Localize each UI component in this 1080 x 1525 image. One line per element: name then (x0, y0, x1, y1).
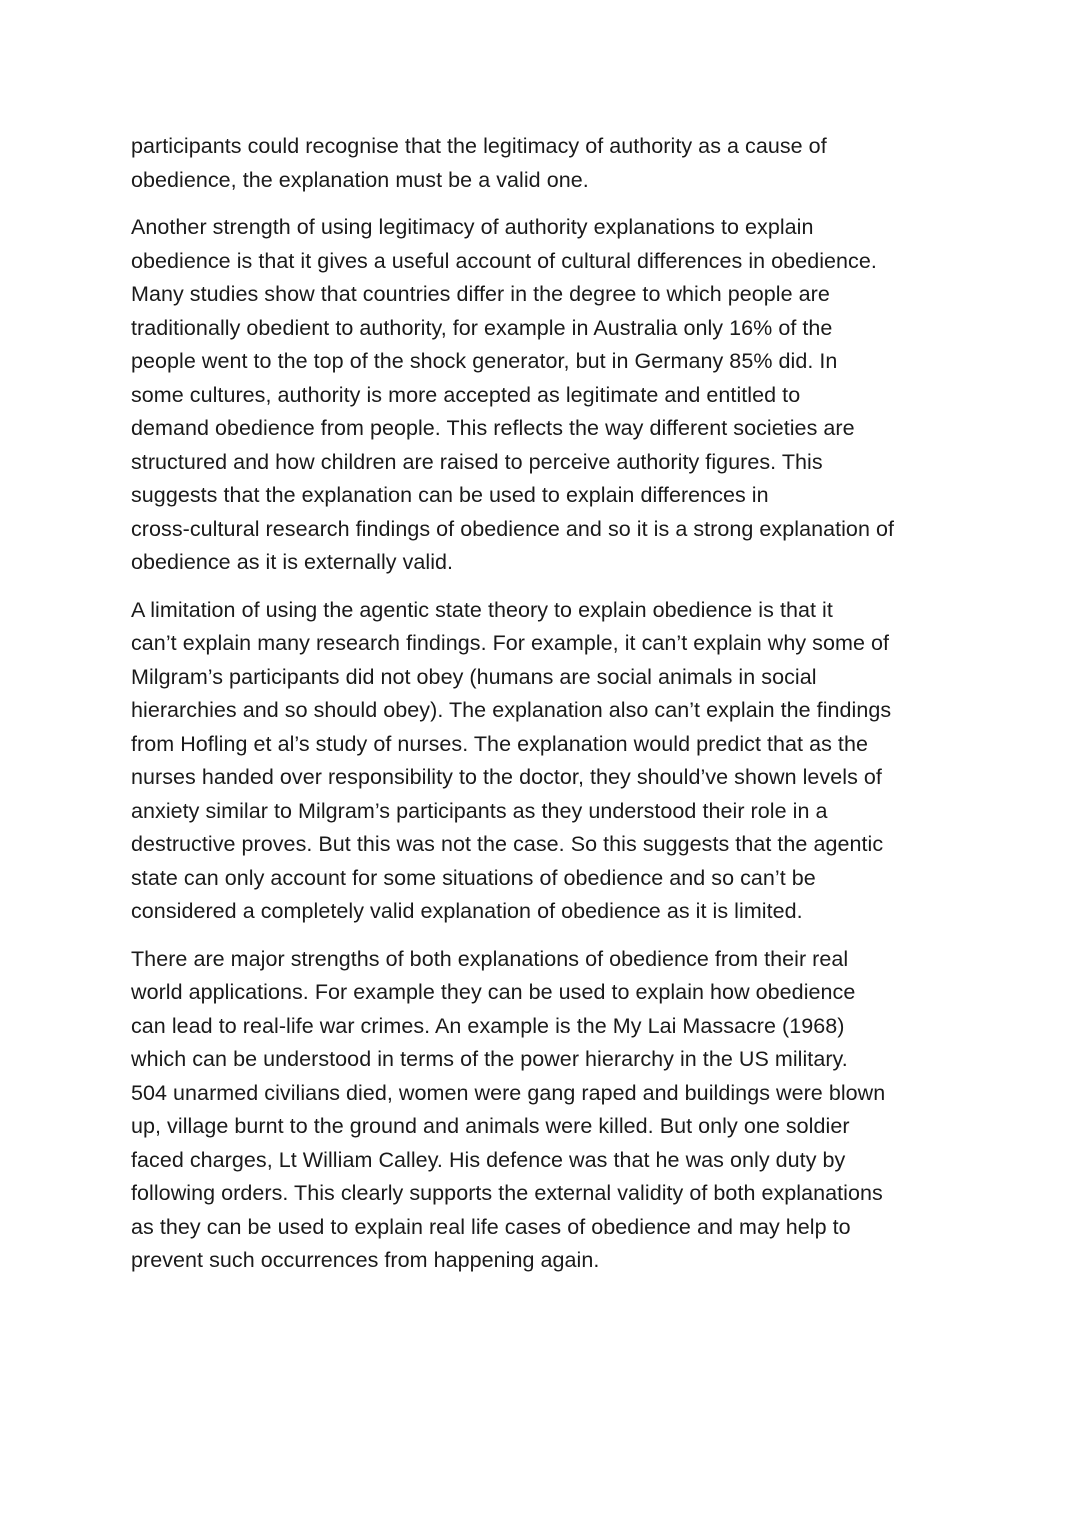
text-line: Many studies show that countries differ in the degree to which people are (131, 282, 830, 306)
text-line: participants could recognise that the legitimacy of authority as a cause of (131, 134, 827, 158)
text-line: structured and how children are raised to perceive authority figures. This (131, 449, 823, 474)
text-line: some cultures, authority is more accepted as legitimate and entitled to (131, 382, 801, 407)
text-line: demand obedience from people. This reflects the way different societies are (131, 416, 855, 440)
text-line: world applications. For example they can be used to explain how obedience (131, 980, 856, 1004)
essay-body (131, 130, 961, 1292)
text-line: up, village burnt to the ground and animals were killed. But only one soldier (131, 1114, 850, 1138)
paragraph-2 (131, 211, 961, 580)
text-line: can lead to real-life war crimes. An example is the My Lai Massacre (1968) (131, 1013, 845, 1038)
text-line: prevent such occurrences from happening again. (131, 1248, 600, 1272)
text-line: state can only account for some situations of obedience and so can’t be (131, 865, 816, 890)
text-line: faced charges, Lt William Calley. His defence was that he was only duty by (131, 1147, 846, 1172)
text-line: people went to the top of the shock generator, but in Germany 85% did. In (131, 349, 838, 373)
text-line: 504 unarmed civilians died, women were gang raped and buildings were blown (131, 1080, 886, 1105)
text-line: following orders. This clearly supports the external validity of both explanations (131, 1181, 883, 1205)
text-line: There are major strengths of both explanations of obedience from their real (131, 946, 849, 971)
text-line: suggests that the explanation can be used to explain differences in (131, 483, 769, 507)
text-line: considered a completely valid explanation of obedience as it is limited. (131, 899, 803, 923)
paragraph-3 (131, 594, 961, 929)
text-line: which can be understood in terms of the power hierarchy in the US military. (131, 1047, 848, 1071)
text-line: nurses handed over responsibility to the doctor, they should’ve shown levels of (131, 765, 882, 789)
text-line: destructive proves. But this was not the case. So this suggests that the agentic (131, 832, 884, 856)
text-line: obedience is that it gives a useful account of cultural differences in obedience. (131, 248, 877, 273)
text-line: cross-cultural research findings of obedience and so it is a strong explanation of (131, 516, 895, 541)
text-line: Milgram’s participants did not obey (humans are social animals in social (131, 664, 817, 689)
text-line: can’t explain many research findings. For example, it can’t explain why some of (131, 631, 890, 655)
text-line: obedience, the explanation must be a valid one. (131, 167, 589, 192)
paragraph-4 (131, 943, 961, 1278)
text-line: as they can be used to explain real life cases of obedience and may help to (131, 1214, 851, 1239)
text-line: obedience as it is externally valid. (131, 550, 454, 574)
text-line: hierarchies and so should obey). The explanation also can’t explain the findings (131, 698, 892, 722)
text-line: traditionally obedient to authority, for example in Australia only 16% of the (131, 315, 833, 340)
text-line: A limitation of using the agentic state theory to explain obedience is that it (131, 597, 833, 622)
text-line: Another strength of using legitimacy of authority explanations to explain (131, 215, 814, 239)
text-line: from Hofling et al’s study of nurses. The explanation would predict that as the (131, 731, 868, 756)
paragraph-1 (131, 130, 961, 197)
text-line: anxiety similar to Milgram’s participants as they understood their role in a (131, 798, 828, 823)
